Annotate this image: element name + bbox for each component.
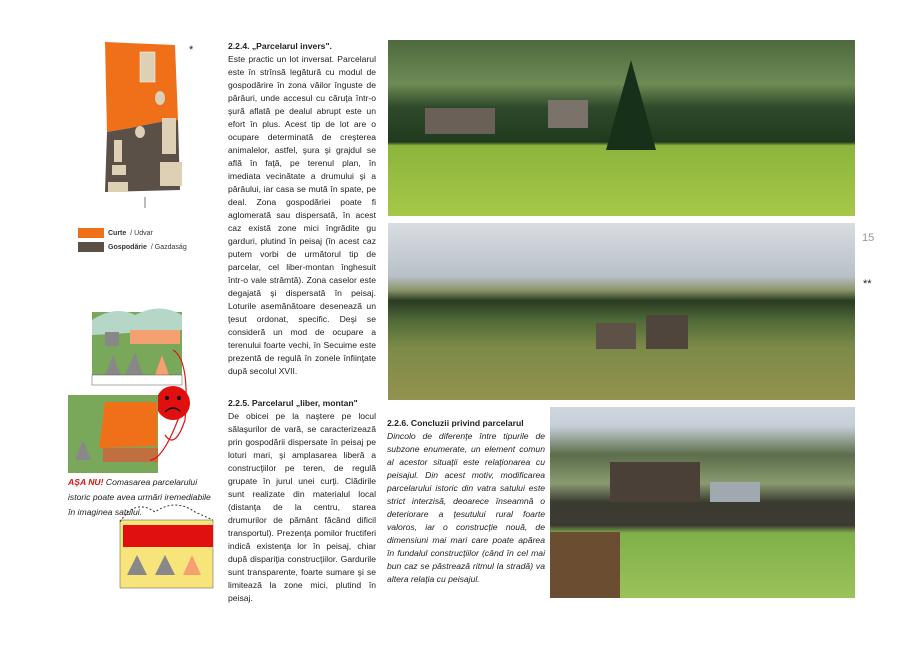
page-number: 15: [862, 232, 875, 244]
section-body: Este practic un lot inversat. Parcelarul este în strînsă legătură cu modul de gospodărire în zona văilor înguste de pârâuri, unde accesul cu căruţa într-o şură aflată pe dealul abrupt este un efort în plus. Acest tip de lot are o ocupare determinată de creşterea animalelor, astfel, şura şi grajdul se află în faţă, pe terenul plan, în imediata vecinătate a drumului şi a pârâului, iar casa se mută în spate, pe deal. Zona gospodăriei poate fi aglomerată sau dispersată, în acest caz există zone mici îngrădite gu garduri, plutind în peisaj (în acest caz putem vorbi de următorul tip de parcelar, cel liber-montan înghesuit într-o vale strâmtă). Zona caselor este degajată şi dispersată în peisaj. Loturile asemănătoare desenează un ţesut ordonat, specific. Deşi se consideră un mod de ocupare a terenului foarte vechi, în Secuime este prezentă de regulă în zonele înfiinţate după secolul XVII.: [228, 54, 376, 376]
section-body: Dincolo de diferenţe între tipurile de subzone enumerate, un element comun al acestor situaţii este relaţionarea cu peisajul. Din acest motiv, modificarea parcelarului istoric din vatra satului este strict interzisă, deoarece înseamnă o deteriorare a ţesutului rural foarte valoros, iar o construcţie nouă, de dimensiuni mai mari care poate apărea în fundalul construcţiilor (când în cel mai bun caz se păstrează ritmul la stradă) va altera relaţia cu peisajul.: [387, 431, 545, 584]
section-heading: 2.2.4. „Parcelarul invers".: [228, 41, 332, 51]
house: [710, 482, 760, 502]
legend-label: Gospodărie: [108, 243, 147, 251]
footnote-mark-double: **: [863, 278, 872, 290]
photo-free-mountain-plot-landscape: [388, 223, 855, 400]
legend-label: Curte: [108, 229, 127, 237]
legend-item-curte: [78, 228, 187, 238]
photo-village-houses: [550, 407, 855, 598]
house: [610, 462, 700, 502]
warning-label: AŞA NU!: [68, 477, 104, 487]
barn: [596, 323, 636, 349]
parcel-consolidation-illustration: [65, 300, 225, 600]
section-2-2-6: [387, 417, 545, 586]
footnote-mark: *: [189, 44, 194, 56]
section-heading: 2.2.5. Parcelarul „liber, montan": [228, 398, 358, 408]
barn: [425, 108, 495, 134]
section-2-2-5: [228, 397, 376, 605]
section-heading: 2.2.6. Concluzii privind parcelarul: [387, 418, 524, 428]
section-2-2-4: [228, 40, 376, 378]
warning-text: Comasarea parcelarului istoric poate avea urmări iremediabile în imaginea satului.: [68, 477, 211, 517]
barn: [646, 315, 688, 349]
legend-label-translation: / Udvar: [130, 229, 153, 237]
legend-swatch: [78, 228, 104, 238]
house: [548, 100, 588, 128]
legend: [78, 228, 187, 252]
photo-reversed-plot-landscape: [388, 40, 855, 216]
warning-caption: [68, 475, 218, 520]
section-body: De obicei pe la naştere pe locul sălaşurilor de vară, se caracterizează prin gospodării dispersate în peisaj pe loturi mari, şi amplasarea liberă a construcţiilor pe teren, de regulă grupate în jurul unei curţi. Clădirile sunt realizate din materialul local (distanţa de la centru, starea drumurilor de pământ făcând dificil transportul). Prezenţa pomilor fructiferi indică existenţa lor în peisaj, chiar după dispariţia construcţiilor. Gardurile sunt transparente, foarte sumare şi se limitează la zone mici, plutind în peisaj.: [228, 411, 376, 603]
legend-label-translation: / Gazdaság: [150, 243, 187, 251]
woodpile: [550, 532, 620, 598]
fir-tree: [606, 60, 656, 150]
legend-item-gospodarie: [78, 242, 187, 252]
legend-swatch: [78, 242, 104, 252]
plot-diagram: [100, 40, 190, 210]
